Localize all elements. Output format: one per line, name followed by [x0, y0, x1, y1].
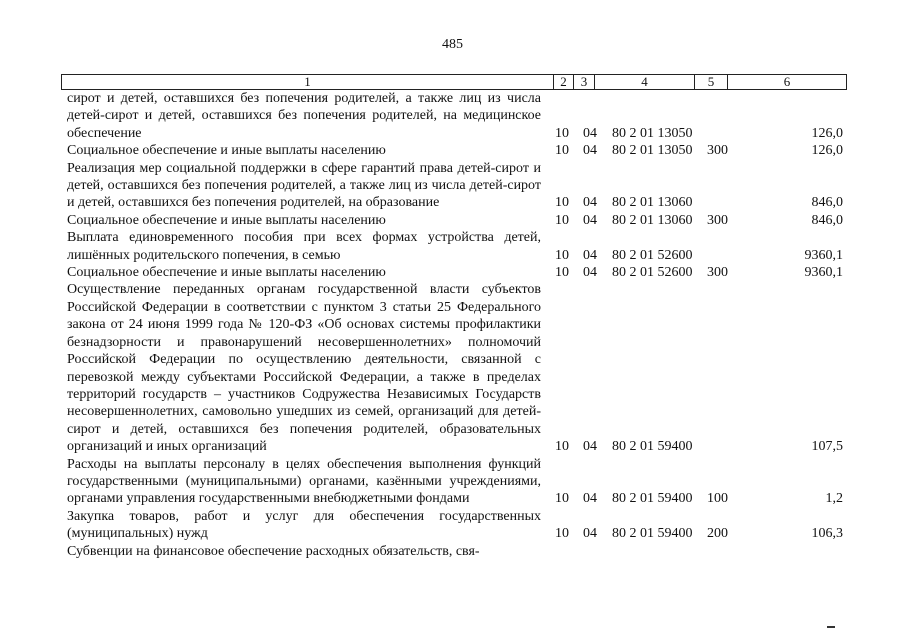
- amount: 126,0: [811, 125, 843, 141]
- subsection-code: 04: [583, 143, 597, 159]
- scan-mark: [827, 626, 835, 628]
- subsection-code: 04: [583, 247, 597, 263]
- expense-type-code: 300: [707, 143, 728, 159]
- expense-type-code: 300: [707, 265, 728, 281]
- target-article-code: 80 2 01 59400: [612, 526, 693, 542]
- subsection-code: 04: [583, 125, 597, 141]
- table-row: [0, 264, 905, 281]
- amount: 9360,1: [804, 247, 843, 263]
- target-article-code: 80 2 01 59400: [612, 491, 693, 507]
- section-code: 10: [555, 265, 569, 281]
- row-values: [0, 125, 905, 142]
- section-code: 10: [555, 195, 569, 211]
- amount: 107,5: [811, 439, 843, 455]
- row-values: [0, 194, 905, 211]
- section-code: 10: [555, 491, 569, 507]
- amount: 846,0: [811, 195, 843, 211]
- section-code: 10: [555, 439, 569, 455]
- table-row: [0, 456, 905, 508]
- section-code: 10: [555, 247, 569, 263]
- target-article-code: 80 2 01 13050: [612, 125, 693, 141]
- row-description: сирот и детей, оставшихся без попечения родителей, а также лиц из числа детей-сирот и детей, оставшихся без попечения родителей, на медицинское обеспечение: [67, 91, 541, 141]
- table-row: [0, 543, 905, 560]
- amount: 106,3: [811, 526, 843, 542]
- section-code: 10: [555, 125, 569, 141]
- target-article-code: 80 2 01 13050: [612, 143, 693, 159]
- section-code: 10: [555, 212, 569, 228]
- header-col-6: 6: [783, 74, 791, 89]
- row-values: [0, 264, 905, 281]
- section-code: 10: [555, 526, 569, 542]
- amount: 846,0: [811, 212, 843, 228]
- target-article-code: 80 2 01 13060: [612, 212, 693, 228]
- subsection-code: 04: [583, 491, 597, 507]
- expense-type-code: 100: [707, 491, 728, 507]
- row-description: Выплата единовременного пособия при всех формах устройства детей, лишённых родительского попечения, в семью: [67, 230, 541, 263]
- row-values: [0, 438, 905, 455]
- expense-type-code: 300: [707, 212, 728, 228]
- row-values: [0, 490, 905, 507]
- table-row: [0, 160, 905, 212]
- table-row: [0, 90, 905, 142]
- table-row: [0, 212, 905, 229]
- subsection-code: 04: [583, 265, 597, 281]
- table-body: [0, 90, 905, 560]
- table-row: [0, 281, 905, 455]
- row-values: [0, 142, 905, 159]
- header-col-5: 5: [695, 75, 728, 89]
- row-description: Субвенции на финансовое обеспечение расходных обязательств, свя-: [67, 543, 480, 559]
- row-values: [0, 543, 905, 560]
- row-description: Закупка товаров, работ и услуг для обеспечения государственных (муниципальных) нужд: [67, 508, 541, 542]
- row-description: Социальное обеспечение и иные выплаты населению: [67, 212, 386, 228]
- target-article-code: 80 2 01 59400: [612, 439, 693, 455]
- subsection-code: 04: [583, 526, 597, 542]
- target-article-code: 80 2 01 13060: [612, 195, 693, 211]
- header-col-4: 4: [595, 75, 695, 89]
- table-row: [0, 508, 905, 543]
- header-col-1: 1: [62, 75, 554, 89]
- page-number: 485: [442, 37, 463, 52]
- amount: 9360,1: [804, 265, 843, 281]
- row-values: [0, 525, 905, 542]
- row-description: Осуществление переданных органам государственной власти субъектов Российской Федерации в соответствии с пунктом 3 статьи 25 Федерального закона от 24 июня 1999 года № 120-ФЗ «Об основах системы профилактики безнадзорности и правонарушений несовершеннолетних» полномочий Российской Федерации по осуществлению деятельности, связанной с перевозкой между субъектами Российской Федерации, а также в пределах территорий государств – участников Содружества Независимых Государств несовершеннолетних, самовольно ушедших из семей, организаций для детей-сирот и детей, оставшихся без попечения родителей, образовательных организаций и иных организаций: [67, 282, 541, 455]
- subsection-code: 04: [583, 439, 597, 455]
- row-values: [0, 212, 905, 229]
- row-description: Реализация мер социальной поддержки в сфере гарантий права детей-сирот и детей, оставшихся без попечения родителей, а также лиц из числа детей-сирот и детей, оставшихся без попечения родителей, на образование: [67, 160, 541, 211]
- amount: 1,2: [825, 491, 843, 507]
- subsection-code: 04: [583, 212, 597, 228]
- row-description: Социальное обеспечение и иные выплаты населению: [67, 143, 386, 159]
- row-description: Социальное обеспечение и иные выплаты населению: [67, 265, 386, 281]
- header-col-3: 3: [574, 75, 595, 89]
- target-article-code: 80 2 01 52600: [612, 265, 693, 281]
- table-row: [0, 229, 905, 264]
- header-col-2: 2: [554, 75, 574, 89]
- table-row: [0, 142, 905, 159]
- amount: 126,0: [811, 143, 843, 159]
- table-header: [61, 74, 847, 90]
- subsection-code: 04: [583, 195, 597, 211]
- row-values: [0, 247, 905, 264]
- target-article-code: 80 2 01 52600: [612, 247, 693, 263]
- section-code: 10: [555, 143, 569, 159]
- row-description: Расходы на выплаты персоналу в целях обеспечения выполнения функций государственными (муниципальными) органами, казёнными учреждениями, органами управления государственными внебюджетными фондами: [67, 456, 541, 507]
- expense-type-code: 200: [707, 526, 728, 542]
